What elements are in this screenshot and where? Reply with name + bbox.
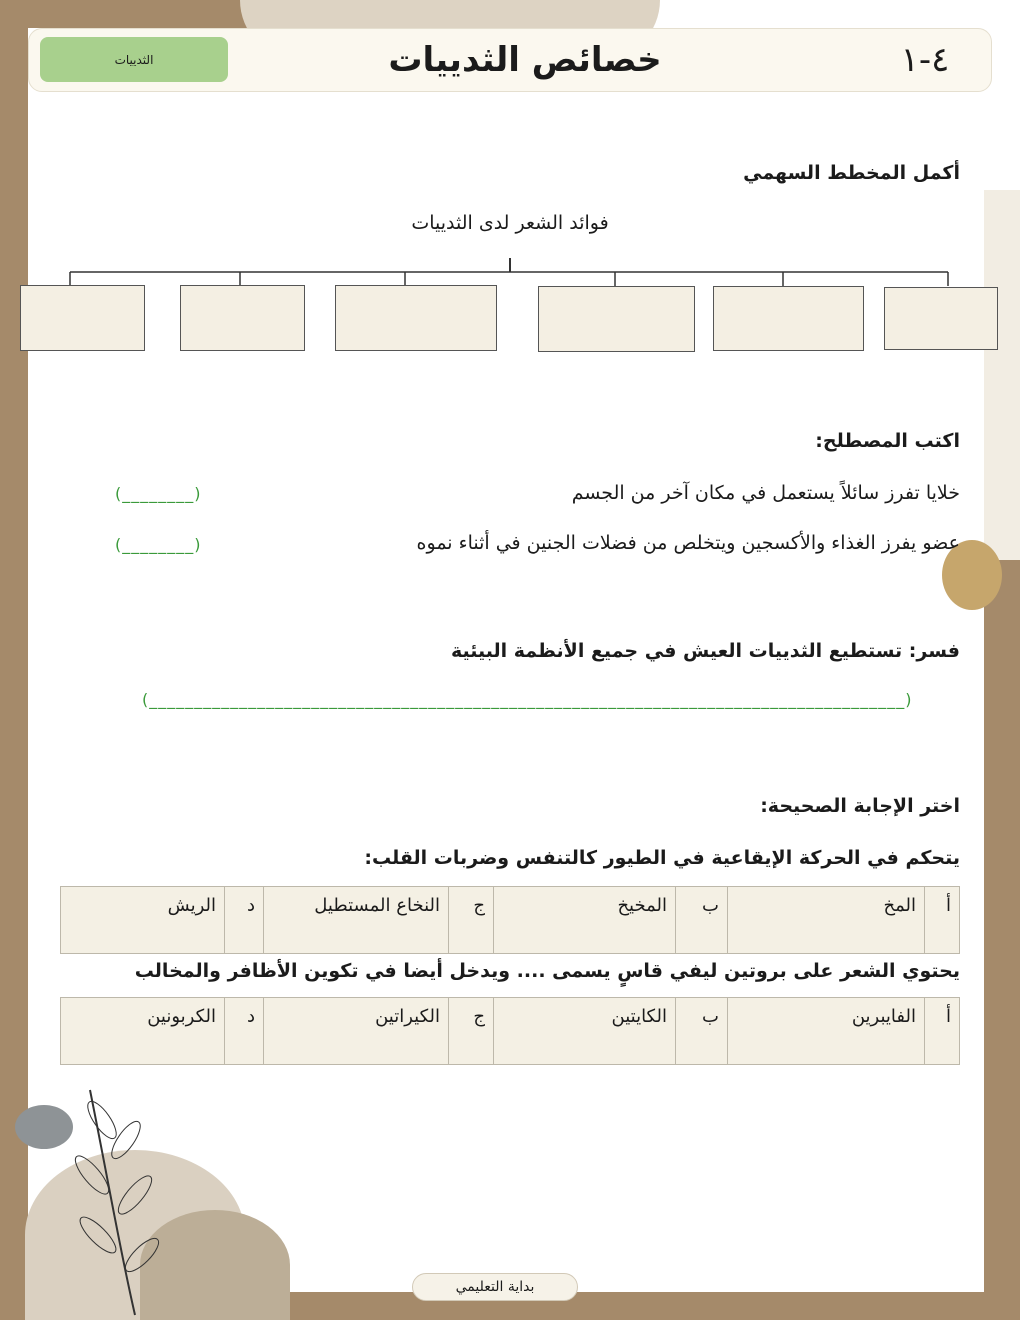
- decorative-frame-bottom: [280, 1292, 1020, 1320]
- explain-question: فسر: تستطيع الثدييات العيش في جميع الأنظمة البيئية: [450, 640, 960, 662]
- option-text[interactable]: الكربونين: [61, 998, 225, 1065]
- footer-brand: بداية التعليمي: [412, 1273, 578, 1301]
- decorative-blob-bottom-left-dark: [140, 1210, 290, 1320]
- option-text[interactable]: الكيراتين: [264, 998, 449, 1065]
- option-text[interactable]: المخ: [728, 887, 925, 954]
- term-answer-blank-2[interactable]: (________): [115, 535, 202, 554]
- term-question-1: خلايا تفرز سائلاً يستعمل في مكان آخر من الجسم: [571, 482, 960, 504]
- concept-map-instruction: أكمل المخطط السهمي: [743, 162, 960, 184]
- mcq-question-1: يتحكم في الحركة الإيقاعية في الطيور كالتنفس وضربات القلب:: [364, 847, 960, 869]
- lesson-number: ٤-١: [900, 40, 950, 80]
- concept-box-4[interactable]: [335, 285, 497, 351]
- option-letter[interactable]: ج: [449, 887, 494, 954]
- topic-tag: الثدييات: [40, 37, 228, 82]
- term-question-2: عضو يفرز الغذاء والأكسجين ويتخلص من فضلات الجنين في أثناء نموه: [416, 532, 960, 554]
- terms-instruction: اكتب المصطلح:: [815, 430, 960, 452]
- leaf-branch-icon: [50, 1080, 160, 1320]
- option-letter[interactable]: ب: [676, 887, 728, 954]
- term-answer-blank-1[interactable]: (________): [115, 484, 202, 503]
- option-text[interactable]: المخيخ: [494, 887, 676, 954]
- option-letter[interactable]: أ: [925, 887, 960, 954]
- option-letter[interactable]: أ: [925, 998, 960, 1065]
- explain-answer-blank[interactable]: (____________________________________________________________________________________): [142, 690, 913, 709]
- option-letter[interactable]: ج: [449, 998, 494, 1065]
- option-text[interactable]: الريش: [61, 887, 225, 954]
- option-text[interactable]: النخاع المستطيل: [264, 887, 449, 954]
- option-text[interactable]: الكايتين: [494, 998, 676, 1065]
- concept-map-connectors: [0, 250, 1020, 290]
- page-title: خصائص الثدييات: [388, 40, 662, 80]
- decorative-frame-right: [984, 560, 1020, 1320]
- option-text[interactable]: الفايبرين: [728, 998, 925, 1065]
- mcq-instruction: اختر الإجابة الصحيحة:: [760, 795, 960, 817]
- concept-map-root: فوائد الشعر لدى الثدييات: [411, 212, 609, 234]
- decorative-panel-right: [984, 190, 1020, 570]
- option-letter[interactable]: د: [225, 887, 264, 954]
- option-letter[interactable]: د: [225, 998, 264, 1065]
- concept-box-5[interactable]: [180, 285, 305, 351]
- concept-box-1[interactable]: [884, 287, 998, 350]
- option-letter[interactable]: ب: [676, 998, 728, 1065]
- mcq-options-table-2: [60, 997, 960, 1065]
- concept-box-6[interactable]: [20, 285, 145, 351]
- concept-box-3[interactable]: [538, 286, 695, 352]
- mcq-options-table-1: [60, 886, 960, 954]
- concept-box-2[interactable]: [713, 286, 864, 351]
- mcq-question-2: يحتوي الشعر على بروتين ليفي قاسٍ يسمى .... ويدخل أيضا في تكوين الأظافر والمخالب: [134, 960, 960, 982]
